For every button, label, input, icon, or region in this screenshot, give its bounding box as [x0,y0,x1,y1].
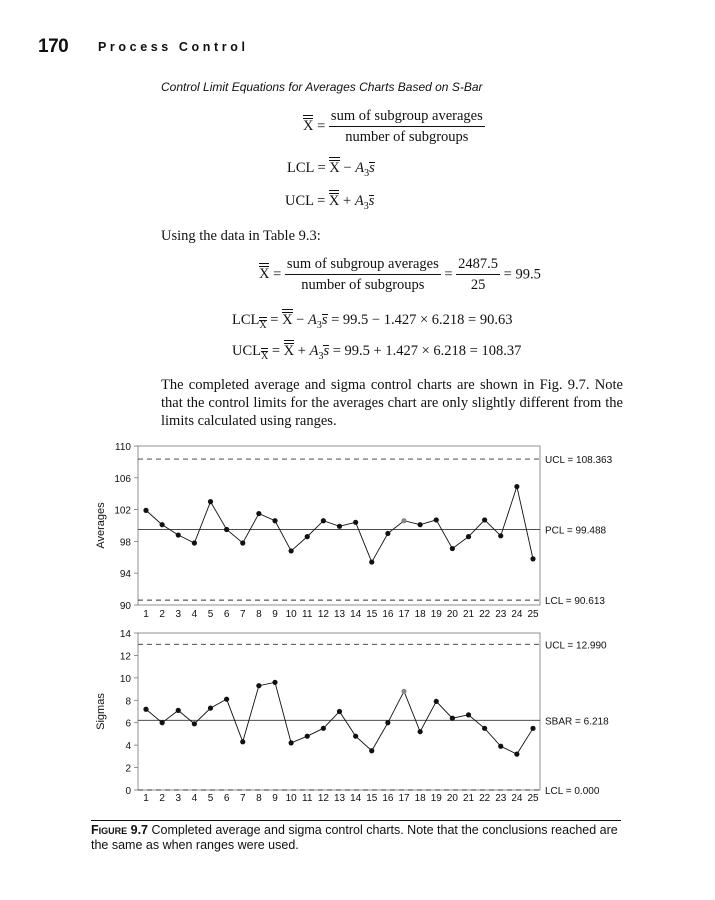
averages-xtick-label: 21 [462,609,475,620]
averages-xtick-label: 19 [430,609,442,620]
sigmas-data-point [337,709,342,714]
sigmas-xtick-label: 10 [285,793,297,804]
averages-data-point [240,540,245,545]
sigmas-data-point [192,721,197,726]
averages-data-point [530,556,535,561]
calc-numerator-1: sum of subgroup averages [285,256,441,275]
averages-data-point [369,559,374,564]
averages-data-point [272,518,277,523]
calc-denominator-2: 25 [470,277,486,293]
averages-data-point [192,540,197,545]
averages-data-point [353,520,358,525]
figure-label: Figure 9.7 [91,823,148,837]
averages-data-point [256,511,261,516]
averages-xtick-label: 7 [239,609,246,620]
calc-denominator-1: number of subgroups [301,277,425,293]
averages-data-point [514,484,519,489]
sigmas-xtick-label: 6 [223,793,230,804]
averages-y-axis-label: Averages [95,502,107,549]
sigmas-xtick-label: 2 [159,793,165,804]
sigmas-data-point [401,689,406,694]
sigmas-data-point [466,712,471,717]
averages-xtick-label: 11 [302,609,313,620]
a3-subscript: 3 [318,350,324,362]
averages-xtick-label: 8 [256,609,262,620]
sigmas-data-point [321,726,326,731]
page-number: 170 [38,36,69,57]
sigmas-xtick-label: 17 [398,793,410,804]
figure-caption-text: Completed average and sigma control charts. Note that the conclusions reached are the same as when ranges were used. [91,823,618,852]
sigmas-xtick-label: 24 [511,793,523,804]
sigmas-data-point [482,726,487,731]
a3-subscript: 3 [316,319,322,331]
xbar-numerator: sum of subgroup averages [329,108,485,127]
sigmas-data-point [289,740,294,745]
xbar-subscript: X [261,350,269,362]
sigmas-ytick-label: 0 [125,786,131,797]
averages-xtick-label: 18 [414,609,426,620]
sigmas-data-point [224,697,229,702]
xbar-subscript: X [259,319,267,331]
averages-xtick-label: 5 [207,609,214,620]
a3-symbol: A [354,193,364,209]
sigmas-ucl-label: UCL = 12.990 [545,640,607,652]
calc-numerator-2: 2487.5 [456,256,500,275]
sigmas-data-point [498,744,503,749]
sigmas-xtick-label: 5 [207,793,214,804]
averages-data-point [401,518,406,523]
averages-xtick-label: 16 [382,609,394,620]
lcl-label: LCL [287,160,314,176]
averages-xtick-label: 22 [479,609,491,620]
xbar-symbol: X [283,343,295,359]
sigmas-data-point [160,720,165,725]
sigmas-xtick-label: 1 [143,793,149,804]
averages-xtick-label: 15 [366,609,378,620]
sigmas-xtick-label: 3 [175,793,182,804]
averages-xtick-label: 1 [143,609,149,620]
ucl-label: UCL [285,193,314,209]
sigmas-xtick-label: 19 [430,793,442,804]
averages-data-point [305,534,310,539]
lcl-label: LCL [232,312,260,328]
figure-caption [91,820,621,853]
sigmas-xtick-label: 18 [414,793,426,804]
sigmas-ytick-label: 12 [119,651,131,663]
averages-ytick-label: 110 [115,442,131,453]
sigmas-data-point [176,708,181,713]
equation-xbar-definition: X = $\frac{\text{sum of subgroup averages}}{\text{number of subgroups}}$ [303,108,483,145]
sigmas-xtick-label: 7 [239,793,246,804]
averages-xtick-label: 9 [272,609,278,620]
averages-data-point [498,533,503,538]
sigmas-data-point [418,729,423,734]
a3-symbol: A [355,160,365,176]
a3-symbol: A [309,343,319,359]
body-paragraph: The completed average and sigma control charts are shown in Fig. 9.7. Note that the control limits for the averages chart are only slightly different from the limits calculated using ranges. [161,377,623,429]
averages-xtick-label: 17 [398,609,410,620]
averages-xtick-label: 2 [159,609,165,620]
sigmas-data-point [434,699,439,704]
averages-data-point [482,517,487,522]
averages-xtick-label: 23 [495,609,507,620]
averages-data-point [160,522,165,527]
averages-xtick-label: 25 [527,609,539,620]
averages-data-point [418,522,423,527]
sigmas-xtick-label: 12 [317,793,329,804]
averages-ytick-label: 102 [114,505,131,517]
sigmas-center-label: SBAR = 6.218 [545,716,609,728]
averages-xtick-label: 12 [317,609,329,620]
averages-xtick-label: 10 [285,609,297,620]
sigmas-xtick-label: 22 [479,793,491,804]
sigmas-data-point [256,683,261,688]
s-bar-symbol: s [321,312,328,328]
sigmas-data-point [143,707,148,712]
sigmas-series-line [146,682,533,754]
a3-symbol: A [307,312,317,328]
sigmas-xtick-label: 14 [350,793,362,804]
averages-data-point [143,508,148,513]
sigmas-data-point [369,748,374,753]
sigmas-data-point [514,752,519,757]
ucl-label: UCL [232,343,261,359]
sigmas-xtick-label: 4 [191,793,198,804]
sigmas-data-point [530,726,535,731]
sigmas-xtick-label: 13 [333,793,346,804]
a3-subscript: 3 [364,167,370,179]
averages-data-point [337,524,342,529]
calc-result: = 99.5 [503,266,541,283]
xbar-symbol: X [282,312,293,328]
averages-data-point [466,534,471,539]
averages-data-point [450,546,455,551]
equation-ucl: UCL = $X + A_3s$ [285,193,375,212]
calc-xbar: X = $\frac{\text{sum of subgroup averages}}{\text{number of subgroups}}$ = $\frac{2487.5}{25}$ = 99.5 [259,256,541,293]
averages-data-point [176,532,181,537]
sigmas-data-point [305,734,310,739]
sigmas-data-point [240,739,245,744]
sigmas-data-point [385,720,390,725]
sigmas-xtick-label: 21 [462,793,475,804]
section-heading: Control Limit Equations for Averages Charts Based on S-Bar [161,80,483,94]
averages-xtick-label: 4 [191,609,198,620]
sigmas-ytick-label: 2 [125,763,131,775]
averages-data-point [321,518,326,523]
s-bar-symbol: s [369,160,375,176]
running-title: Process Control [98,40,249,54]
averages-ytick-label: 94 [119,569,131,581]
a3-subscript: 3 [363,200,369,212]
averages-data-point [208,499,213,504]
equation-lcl: LCL = $X - A_3s$ [287,160,375,179]
sigmas-xtick-label: 9 [272,793,278,804]
averages-ucl-label: UCL = 108.363 [545,455,613,467]
s-bar-symbol: s [323,343,330,359]
averages-data-point [289,548,294,553]
sigmas-ytick-label: 10 [119,673,131,685]
sigmas-ytick-label: 14 [119,629,131,640]
averages-ytick-label: 90 [119,601,131,612]
xbar-denominator: number of subgroups [345,129,469,145]
sigmas-xtick-label: 11 [302,793,313,804]
xbar-symbol: X [259,266,270,283]
sigmas-xtick-label: 25 [527,793,539,804]
sigmas-xtick-label: 16 [382,793,394,804]
sigmas-xtick-label: 8 [256,793,262,804]
s-bar-symbol: s [368,193,375,209]
sigmas-y-axis-label: Sigmas [95,693,107,730]
averages-center-label: PCL = 99.488 [545,525,607,537]
xbar-symbol: X [303,118,314,135]
averages-data-point [434,517,439,522]
sigmas-data-point [272,680,277,685]
averages-xtick-label: 24 [511,609,523,620]
calc-lcl: $LCL_X = X - A_3s = 99.5 - 1.427 \times 6.218 = 90.63$ [232,312,513,331]
using-data-text: Using the data in Table 9.3: [161,228,321,244]
xbar-symbol: X [329,160,340,176]
averages-ytick-label: 98 [119,537,131,549]
sigmas-xtick-label: 20 [446,793,458,804]
averages-data-point [224,527,229,532]
averages-lcl-label: LCL = 90.613 [545,596,605,608]
averages-xtick-label: 6 [223,609,230,620]
sigmas-ytick-label: 8 [125,696,131,708]
averages-ytick-label: 106 [114,473,131,485]
sigmas-xtick-label: 23 [495,793,507,804]
averages-xtick-label: 14 [350,609,362,620]
sigmas-ytick-label: 4 [125,741,131,753]
lcl-calc-rhs: = 99.5 − 1.427 × 6.218 = 90.63 [331,312,513,328]
sigmas-data-point [353,734,358,739]
calc-ucl: $UCL_X = X + A_3s = 99.5 + 1.427 \times 6.218 = 108.37$ [232,343,522,362]
averages-xtick-label: 3 [175,609,182,620]
sigmas-lcl-label: LCL = 0.000 [545,786,600,797]
averages-data-point [385,531,390,536]
xbar-symbol: X [328,193,340,209]
sigmas-xtick-label: 15 [366,793,378,804]
sigmas-ytick-label: 6 [125,718,131,730]
ucl-calc-rhs: = 99.5 + 1.427 × 6.218 = 108.37 [332,343,522,359]
sigmas-data-point [208,706,213,711]
sigmas-data-point [450,716,455,721]
averages-xtick-label: 13 [333,609,346,620]
averages-xtick-label: 20 [446,609,458,620]
